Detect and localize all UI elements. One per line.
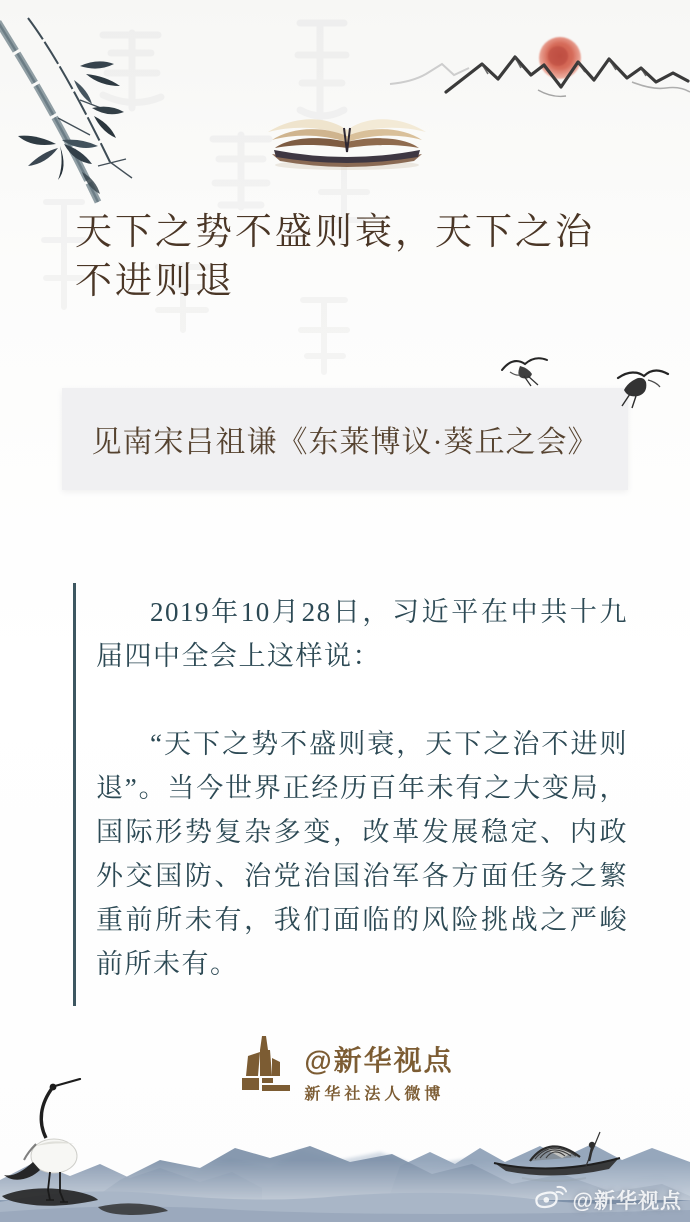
article-body (96, 590, 628, 986)
article-paragraph-1: 2019年10月28日，习近平在中共十九届四中全会上这样说： (96, 597, 628, 671)
poster-title-line1: 天下之势不盛则衰，天下之治 (75, 212, 595, 253)
source-citation-text: 见南宋吕祖谦《东莱博议·葵丘之会》 (91, 426, 599, 459)
source-citation-box (62, 388, 628, 490)
article-paragraph-2: “天下之势不盛则衰，天下之治不进则退”。当今世界正经历百年未有之大变局，国际形势复杂多变，改革发展稳定、内政外交国防、治党治国治军各方面任务之繁重前所未有，我们面临的风险挑战之严峻前所未有。 (96, 729, 628, 979)
crane-illustration (0, 1078, 192, 1220)
branding-subtitle: 新华社法人微博 (304, 1086, 445, 1103)
mountain-ridge-sun-illustration (388, 8, 690, 108)
open-book-illustration (262, 110, 432, 172)
flying-bird-icon (608, 364, 672, 412)
branding-handle: @新华视点 (304, 1045, 454, 1076)
weibo-watermark (535, 1184, 682, 1216)
weibo-watermark-text: @新华视点 (572, 1190, 682, 1213)
poster-title-line2: 不进则退 (75, 261, 235, 302)
weibo-logo-icon (535, 1184, 567, 1216)
article-left-rule (73, 583, 76, 1006)
bamboo-ink-illustration (0, 16, 146, 228)
poster-title (75, 208, 635, 306)
flying-bird-icon (498, 352, 550, 390)
fishing-boat-illustration (492, 1130, 624, 1186)
